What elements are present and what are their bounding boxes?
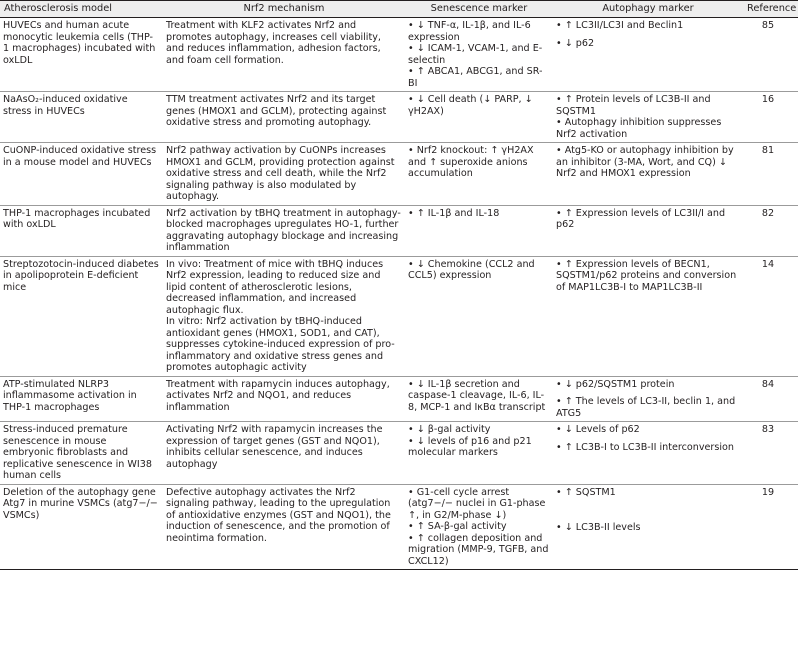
reference-cell: 16 xyxy=(761,94,775,105)
reference-cell: 85 xyxy=(761,20,775,31)
autophagy-cell: • Atg5-KO or autophagy inhibition by an inhibitor (3-MA, Wort, and CQ) ↓ Nrf2 and HMOX1 expression xyxy=(556,145,734,179)
table-row xyxy=(0,205,798,256)
model-cell: HUVECs and human acute monocytic leukemia cells (THP-1 macrophages) incubated with oxLDL xyxy=(3,20,156,66)
header-reference: Reference xyxy=(747,3,797,15)
model-cell: Streptozotocin-induced diabetes in apolipoprotein E-deficient mice xyxy=(3,258,159,293)
autophagy-cell: • ↑ Expression levels of LC3II/I and p62 xyxy=(556,207,726,230)
model-cell: ATP-stimulated NLRP3 inflammasome activation in THP-1 macrophages xyxy=(3,378,137,413)
senescence-cell: • ↓ TNF-α, IL-1β, and IL-6 expression • ↓ ICAM-1, VCAM-1, and E-selectin • ↑ ABCA1, ABCG1, and SR-BI xyxy=(408,20,543,89)
autophagy-cell: • ↑ LC3II/LC3I and Beclin1 • ↓ p62 xyxy=(556,20,684,49)
autophagy-cell: • ↑ SQSTM1 • ↓ LC3B-II levels xyxy=(556,486,641,533)
reference-cell: 83 xyxy=(761,424,775,435)
table-row xyxy=(0,18,798,92)
autophagy-cell: • ↓ Levels of p62 • ↑ LC3B-I to LC3B-II interconversion xyxy=(556,424,734,453)
table-row xyxy=(0,92,798,143)
header-model: Atherosclerosis model xyxy=(4,3,113,15)
autophagy-cell: • ↑ Protein levels of LC3B-II and SQSTM1 • Autophagy inhibition suppresses Nrf2 activation xyxy=(556,94,722,140)
senescence-cell: • ↓ Cell death (↓ PARP, ↓ γH2AX) xyxy=(408,94,533,117)
autophagy-cell: • ↑ Expression levels of BECN1, SQSTM1/p62 proteins and conversion of MAP1LC3B-I to MAP1LC3B-II xyxy=(556,258,737,293)
mechanism-cell: Defective autophagy activates the Nrf2 signaling pathway, leading to the upregulation of antioxidative enzymes (GST and NQO1), the induction of senescence, and the promotion of neointima formation. xyxy=(166,486,391,544)
mechanism-cell: Treatment with KLF2 activates Nrf2 and promotes autophagy, increases cell viability, and reduces inflammation, adhesion factors, and foam cell formation. xyxy=(166,20,381,66)
header-mechanism: Nrf2 mechanism xyxy=(243,3,325,15)
table-row xyxy=(0,256,798,376)
senescence-cell: • ↓ IL-1β secretion and caspase-1 cleavage, IL-6, IL-8, MCP-1 and IκBα transcript xyxy=(408,378,546,413)
reference-cell: 82 xyxy=(761,207,775,219)
header-row xyxy=(0,1,798,18)
reference-cell: 14 xyxy=(761,258,775,270)
mechanism-cell: In vivo: Treatment of mice with tBHQ induces Nrf2 expression, leading to reduced size and lipid content of atherosclerotic lesions, decreased inflammation, and increased autophagic flux. In vitro: Nrf2 activation by tBHQ-induced antioxidant genes (HMOX1, SOD1, and CAT), suppresses cytokine-induced expression of pro-inflammatory and oxidative stress genes and promotes autophagic activity xyxy=(166,258,395,373)
table-row xyxy=(0,484,798,570)
senescence-cell: • G1-cell cycle arrest (atg7−/− nuclei in G1-phase ↑, in G2/M-phase ↓) • ↑ SA-β-gal activity • ↑ collagen deposition and migration (MMP-9, TGFB, and CXCL12) xyxy=(408,486,549,567)
header-senescence: Senescence marker xyxy=(430,3,528,15)
senescence-cell: • ↓ β-gal activity • ↓ levels of p16 and p21 molecular markers xyxy=(408,424,532,458)
senescence-cell: • ↑ IL-1β and IL-18 xyxy=(408,207,500,219)
model-cell: Stress-induced premature senescence in mouse embryonic fibroblasts and replicative senescence in WI38 human cells xyxy=(3,424,152,481)
mechanism-cell: Nrf2 activation by tBHQ treatment in autophagy-blocked macrophages upregulates HO-1, further aggravating autophagy blockage and increasing inflammation xyxy=(166,207,401,253)
mechanism-cell: Activating Nrf2 with rapamycin increases the expression of target genes (GST and NQO1), inhibits cellular senescence, and induces autophagy xyxy=(166,424,383,470)
table-row xyxy=(0,376,798,422)
senescence-cell: • ↓ Chemokine (CCL2 and CCL5) expression xyxy=(408,258,535,281)
mechanism-cell: TTM treatment activates Nrf2 and its target genes (HMOX1 and GCLM), protecting against oxidative stress and promoting autophagy. xyxy=(166,94,387,128)
table-row xyxy=(0,143,798,206)
header-autophagy: Autophagy marker xyxy=(602,3,694,15)
reference-cell: 84 xyxy=(761,378,775,390)
reference-cell: 81 xyxy=(761,145,775,156)
model-cell: Deletion of the autophagy gene Atg7 in murine VSMCs (atg7−/− VSMCs) xyxy=(3,486,158,521)
mechanism-cell: Nrf2 pathway activation by CuONPs increases HMOX1 and GCLM, providing protection against oxidative stress and cell death, while the Nrf2 signaling pathway is also modulated by autophagy. xyxy=(166,145,395,202)
reference-cell: 19 xyxy=(761,486,775,498)
table-row xyxy=(0,422,798,485)
mechanism-cell: Treatment with rapamycin induces autophagy, activates Nrf2 and NQO1, and reduces inflammation xyxy=(166,378,390,413)
autophagy-cell: • ↓ p62/SQSTM1 protein • ↑ The levels of LC3-II, beclin 1, and ATG5 xyxy=(556,378,736,419)
senescence-cell: • Nrf2 knockout: ↑ γH2AX and ↑ superoxide anions accumulation xyxy=(408,145,534,179)
model-cell: NaAsO₂-induced oxidative stress in HUVECs xyxy=(3,94,128,117)
model-cell: CuONP-induced oxidative stress in a mouse model and HUVECs xyxy=(3,145,157,168)
model-cell: THP-1 macrophages incubated with oxLDL xyxy=(3,207,151,230)
